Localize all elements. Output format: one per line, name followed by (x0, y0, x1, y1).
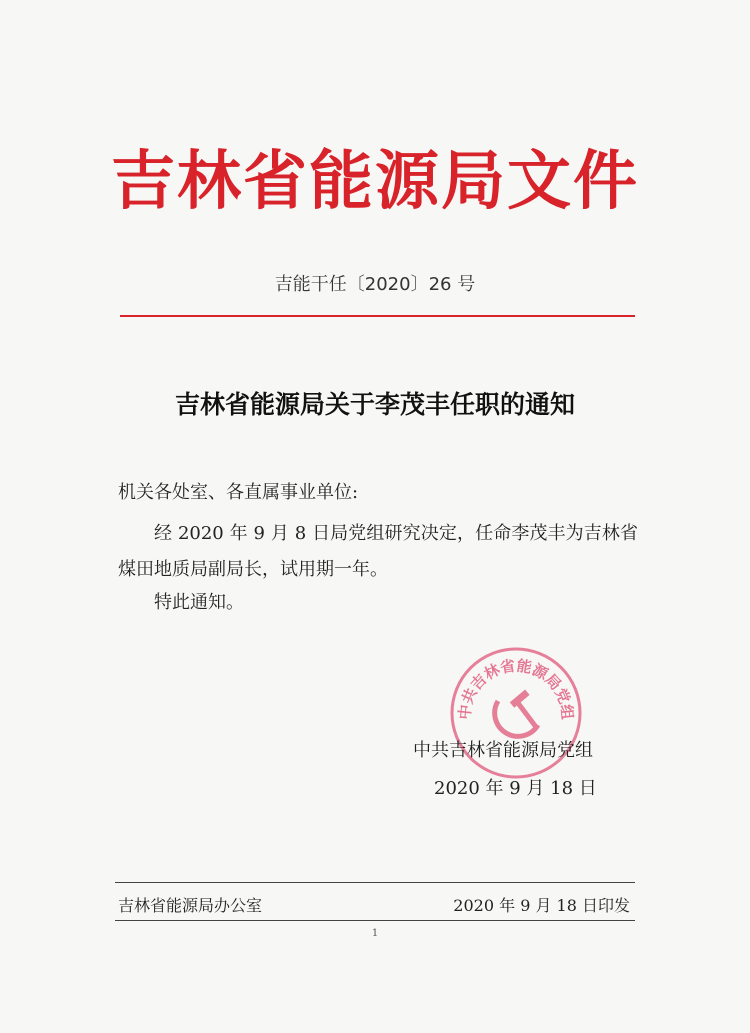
footer-top-rule (115, 882, 635, 883)
hammer-sickle-icon (495, 690, 538, 737)
notice-title: 吉林省能源局关于李茂丰任职的通知 (174, 390, 575, 419)
official-seal-icon (446, 643, 586, 783)
page-number: 1 (371, 928, 379, 939)
closing-line: 特此通知。 (154, 592, 244, 613)
signing-date: 2020 年 9 月 18 日 (434, 778, 597, 799)
footer-bottom-rule (115, 920, 635, 921)
footer-issuer: 吉林省能源局办公室 (118, 896, 263, 915)
red-separator-line (120, 315, 635, 317)
signing-organization: 中共吉林省能源局党组 (413, 740, 593, 761)
addressee-line: 机关各处室、各直属事业单位: (118, 482, 359, 503)
document-number: 吉能干任〔2020〕26 号 (274, 274, 476, 295)
seal-text: 中共吉林省能源局党组 (455, 656, 577, 721)
footer-print-date: 2020 年 9 月 18 日印发 (453, 896, 630, 915)
masthead-title: 吉林省能源局文件 (111, 145, 639, 219)
notice-body: 经 2020 年 9 月 8 日局党组研究决定，任命李茂丰为吉林省煤田地质局副局长，试用期一年。 (118, 523, 638, 580)
